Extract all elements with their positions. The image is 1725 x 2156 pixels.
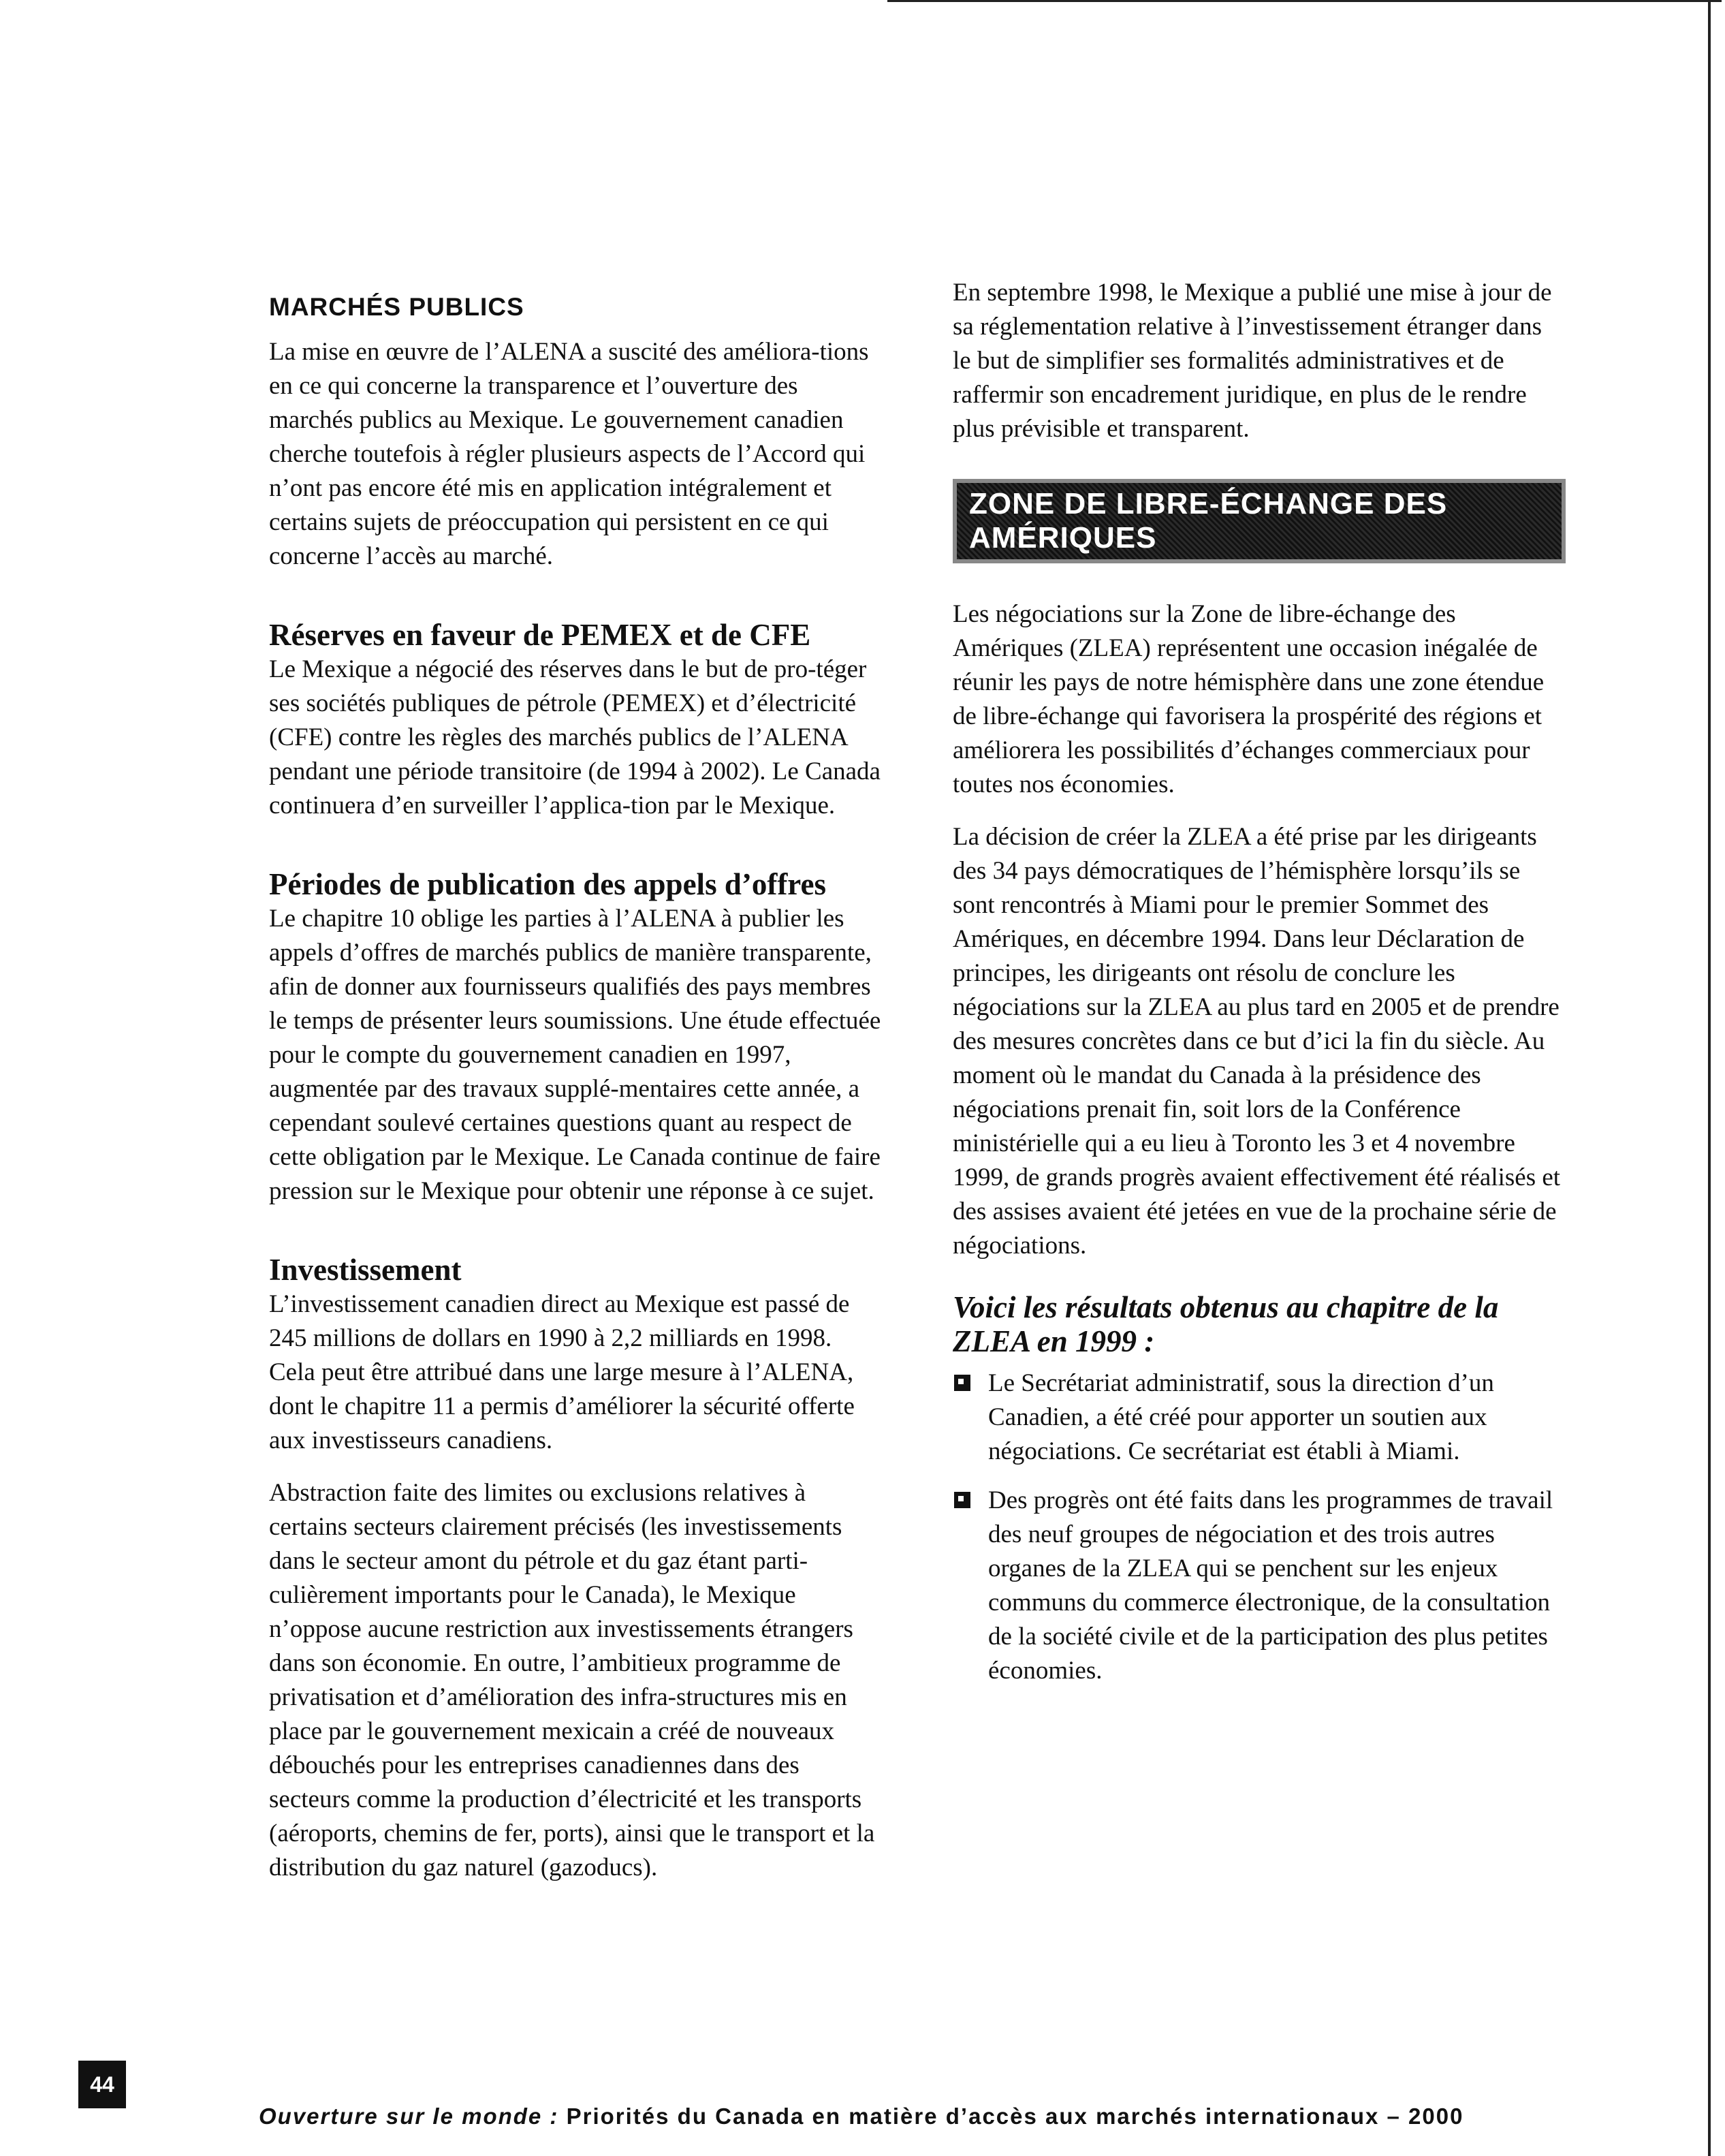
- square-bullet-icon: [954, 1492, 970, 1508]
- results-list: [953, 1366, 1566, 1688]
- zlea-paragraph-2: La décision de créer la ZLEA a été prise par les dirigeants des 34 pays démocratiques de l’hémisphère lorsqu’ils se sont rencontrés à Miami pour le premier Sommet des Amériques, en décembre 1994. Dans leur Déclaration de principes, les dirigeants ont résolu de conclure les négociations sur la ZLEA au plus tard en 2005 et de prendre des mesures concrètes dans ce but d’ici la fin du siècle. Au moment où le mandat du Canada à la présidence des négociations prenait fin, soit lors de la Conférence ministérielle qui a eu lieu à Toronto les 3 et 4 novembre 1999, de grands progrès avaient effectivement été réalisés et des assises avaient été jetées en vue de la prochaine série de négociations.: [953, 823, 1561, 1260]
- investment-paragraph-2: Abstraction faite des limites ou exclusions relatives à certains secteurs clairement précisés (les investissements dans le secteur amont du pétrole et du gaz étant parti-culièrement importants pour le Canada), le Mexique n’oppose aucune restriction aux investissements étrangers dans son économie. En outre, l’ambitieux programme de privatisation et d’amélioration des infra-structures mis en place par le gouvernement mexicain a créé de nouveaux débouchés pour les entreprises canadiennes dans des secteurs comme la production d’électricité et les transports (aéroports, chemins de fer, ports), ainsi que le transport et la distribution du gaz naturel (gazoducs).: [269, 1479, 875, 1881]
- subheading-pemex: Réserves en faveur de PEMEX et de CFE: [269, 618, 811, 652]
- list-item: [953, 1366, 1566, 1469]
- list-item: [953, 1484, 1566, 1688]
- page-number: 44: [78, 2061, 126, 2108]
- results-heading: Voici les résultats obtenus au chapitre de la ZLEA en 1999 :: [953, 1290, 1499, 1358]
- investment-paragraph-1: L’investissement canadien direct au Mexique est passé de 245 millions de dollars en 1990 à 2,2 milliards en 1998. Cela peut être attribué dans une large mesure à l’ALENA, dont le chapitre 11 a permis d’améliorer la sécurité offerte aux investisseurs canadiens.: [269, 1290, 855, 1454]
- subheading-tender-periods: Périodes de publication des appels d’offres: [269, 867, 826, 901]
- right-column: [953, 276, 1566, 1703]
- regulation-paragraph: En septembre 1998, le Mexique a publié une mise à jour de sa réglementation relative à l’investissement étranger dans le but de simplifier ses formalités administratives et de raffermir son encadrement juridique, en plus de le rendre plus prévisible et transparent.: [953, 279, 1552, 443]
- footer-title-rest: Priorités du Canada en matière d’accès aux marchés internationaux – 2000: [566, 2104, 1464, 2129]
- subheading-investment: Investissement: [269, 1253, 462, 1287]
- zlea-paragraph-1: Les négociations sur la Zone de libre-échange des Amériques (ZLEA) représentent une occasion inégalée de réunir les pays de notre hémisphère dans une zone étendue de libre-échange qui favorisera la prospérité des régions et améliorera les possibilités d’échanges commerciaux pour toutes nos économies.: [953, 600, 1545, 798]
- top-rule: [887, 0, 1722, 2]
- pemex-paragraph: Le Mexique a négocié des réserves dans le but de pro-téger ses sociétés publiques de pétrole (PEMEX) et d’électricité (CFE) contre les règles des marchés publics de l’ALENA pendant une période transitoire (de 1994 à 2002). Le Canada continuera d’en surveiller l’applica-tion par le Mexique.: [269, 655, 881, 819]
- list-item-text: Des progrès ont été faits dans les programmes de travail des neuf groupes de négociation et des trois autres organes de la ZLEA qui se penchent sur les enjeux communs du commerce électronique, de la consultation de la société civile et de la participation des plus petites économies.: [988, 1486, 1553, 1685]
- intro-paragraph: La mise en œuvre de l’ALENA a suscité des améliora-tions en ce qui concerne la transparence et l’ouverture des marchés publics au Mexique. Le gouvernement canadien cherche toutefois à régler plusieurs aspects de l’Accord qui n’ont pas encore été mis en application intégralement et certains sujets de préoccupation qui persistent en ce qui concerne l’accès au marché.: [269, 338, 869, 570]
- tender-paragraph: Le chapitre 10 oblige les parties à l’ALENA à publier les appels d’offres de marchés publics de manière transparente, afin de donner aux fournisseurs qualifiés des pays membres le temps de présenter leurs soumissions. Une étude effectuée pour le compte du gouvernement canadien en 1997, augmentée par des travaux supplé-mentaires cette année, a cependant soulevé certaines questions quant au respect de cette obligation par le Mexique. Le Canada continue de faire pression sur le Mexique pour obtenir une réponse à ce sujet.: [269, 905, 881, 1205]
- square-bullet-icon: [954, 1375, 970, 1391]
- list-item-text: Le Secrétariat administratif, sous la direction d’un Canadien, a été créé pour apporter un soutien aux négociations. Ce secrétariat est établi à Miami.: [988, 1369, 1494, 1465]
- section-banner: [953, 479, 1566, 563]
- banner-title: ZONE DE LIBRE-ÉCHANGE DES AMÉRIQUES: [969, 487, 1448, 554]
- page-edge-rule: [1708, 0, 1711, 2156]
- left-column: [269, 276, 882, 1903]
- footer-title-italic: Ouverture sur le monde :: [259, 2104, 559, 2129]
- running-footer: [259, 2104, 1560, 2129]
- section-title: MARCHÉS PUBLICS: [269, 293, 524, 321]
